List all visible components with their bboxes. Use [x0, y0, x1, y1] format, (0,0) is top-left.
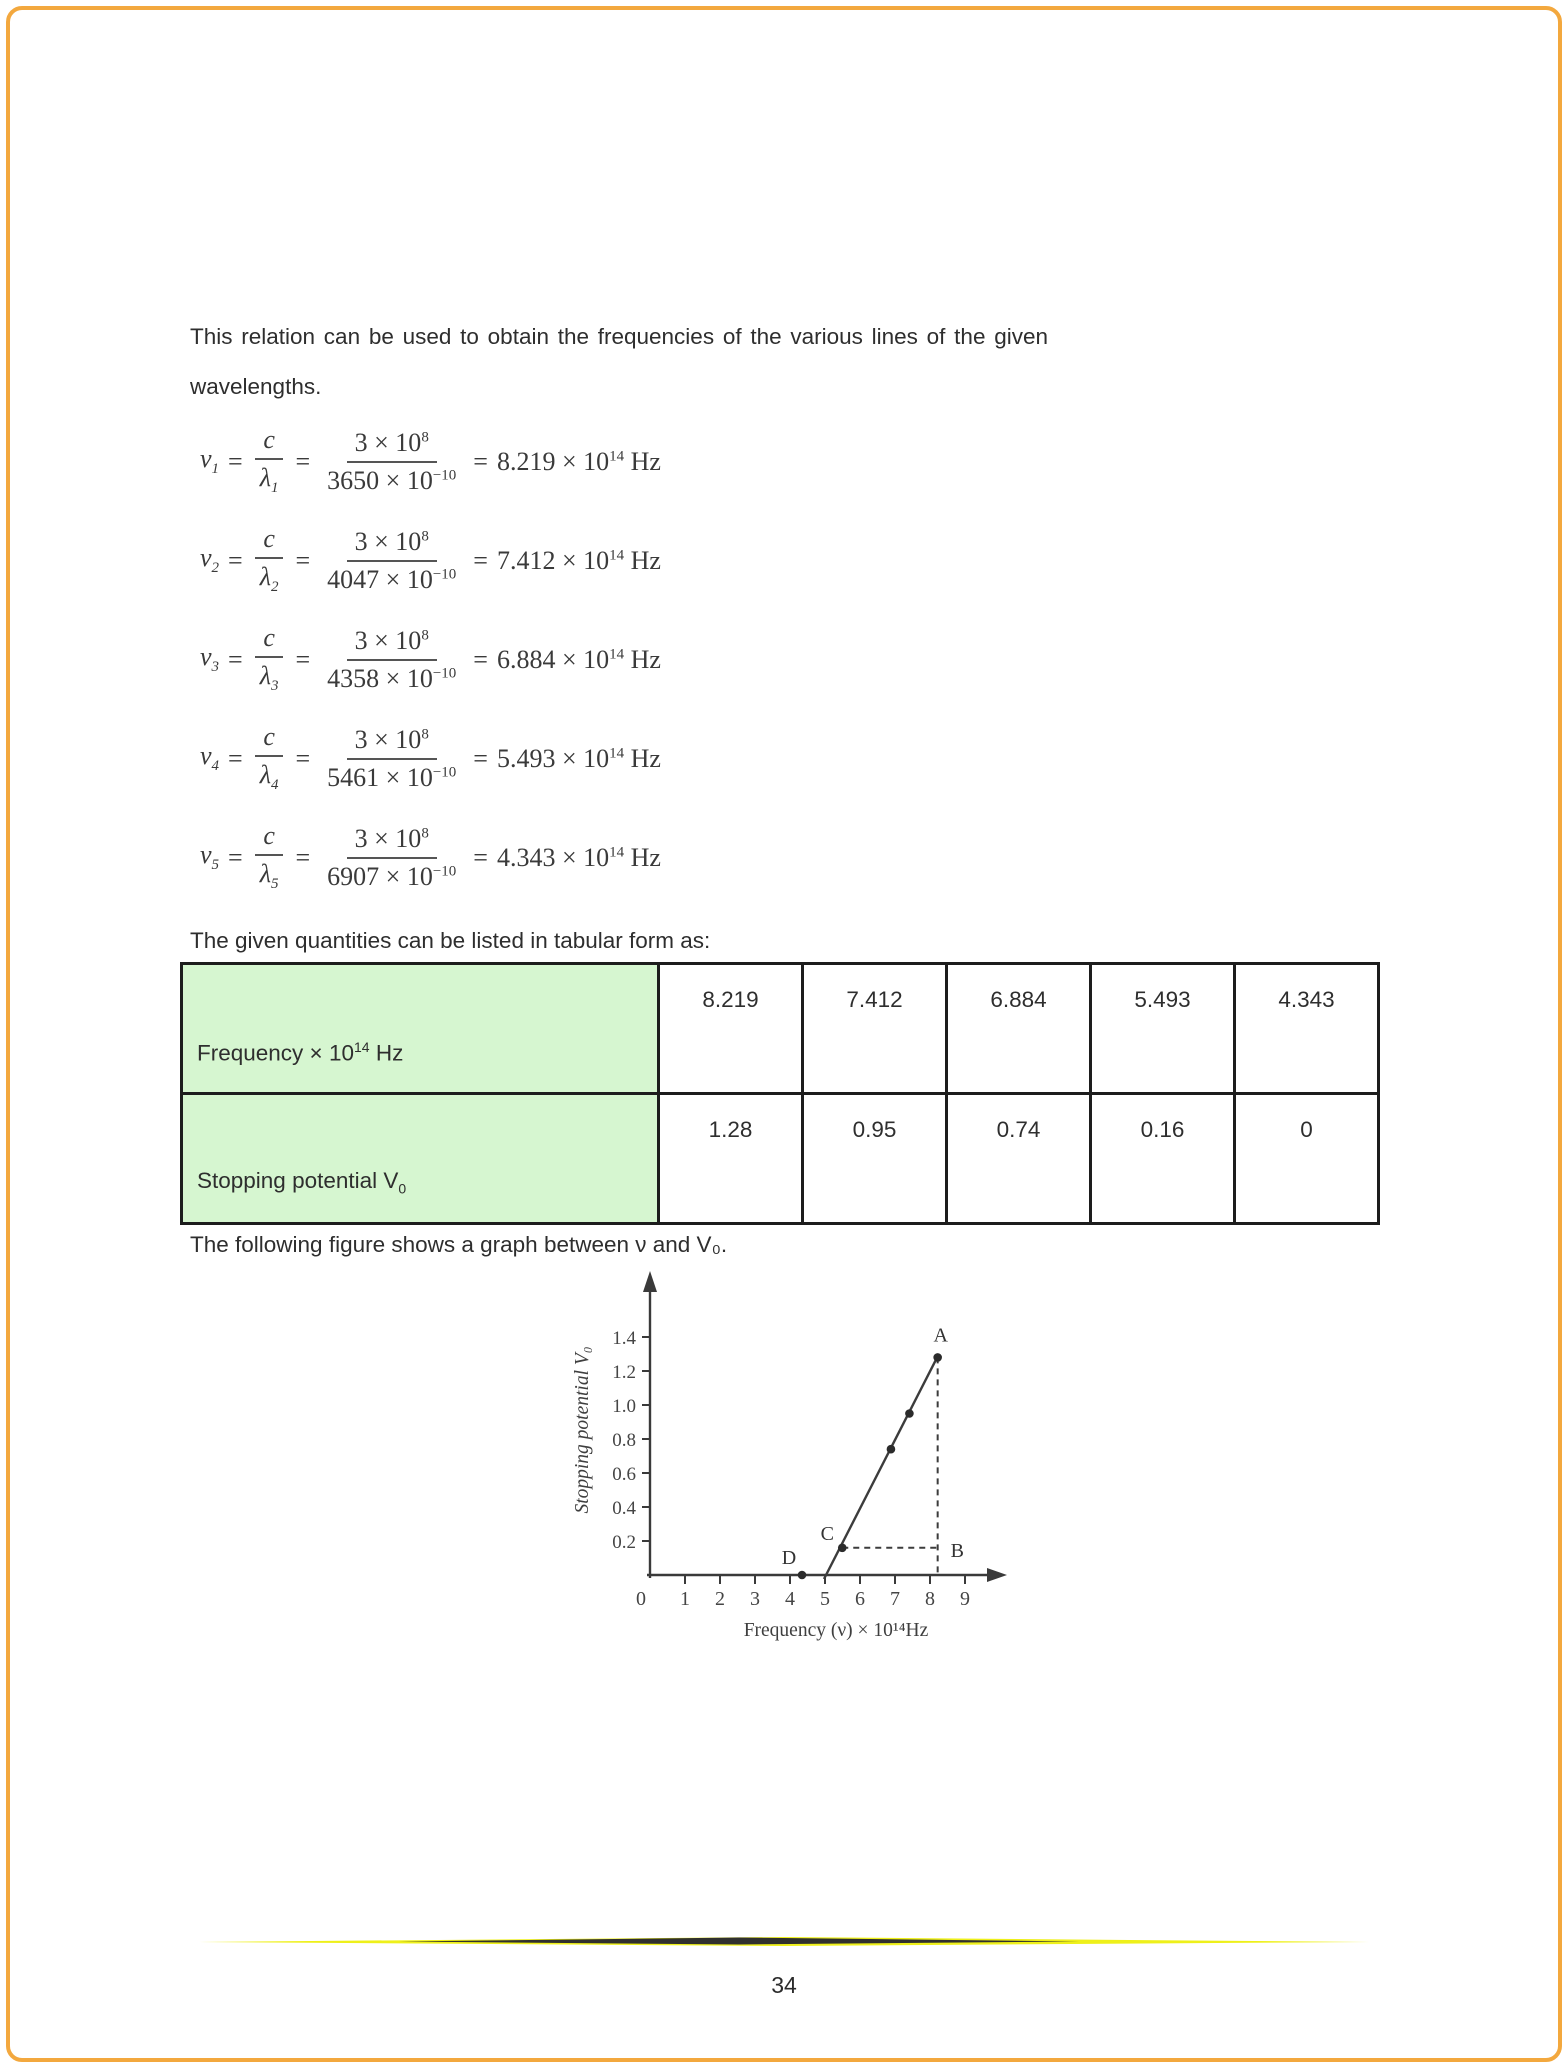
- data-point: [838, 1544, 847, 1553]
- fraction-numerator: $3 \times 10^8$: [347, 824, 437, 859]
- lambda-subscript: 5: [270, 876, 279, 893]
- row-header-cell: Frequency × $10^{14}$ Hz: [182, 964, 659, 1094]
- page-number: 34: [771, 1972, 797, 1998]
- x-axis-arrowhead: [987, 1568, 1007, 1582]
- y-axis-arrowhead: [643, 1271, 657, 1292]
- stopping-potential-vs-frequency-graph: [540, 1262, 1100, 1662]
- lambda-subscript: 2: [270, 579, 279, 596]
- table-cell: 0.74: [947, 1094, 1091, 1224]
- denominator-exponent: −10: [432, 862, 457, 879]
- x-tick-label: 7: [890, 1588, 900, 1610]
- equation-row-1: [200, 412, 661, 511]
- c-over-lambda-fraction: [252, 821, 287, 893]
- c-over-lambda-fraction: [252, 623, 287, 695]
- result-exponent: 14: [609, 744, 625, 761]
- y-tick-label: 0.8: [612, 1430, 636, 1451]
- equation-row-3: [200, 610, 661, 709]
- fraction-denominator: $4358 \times 10^{-10}$: [327, 663, 457, 693]
- denominator-exponent: −10: [432, 664, 457, 681]
- numeric-fraction: [319, 725, 464, 793]
- fraction-numerator: c: [255, 821, 283, 856]
- fraction-numerator: c: [255, 524, 283, 559]
- fraction-denominator: $3650 \times 10^{-10}$: [327, 465, 457, 495]
- result-exponent: 14: [609, 546, 625, 563]
- x-tick-label: 3: [750, 1588, 760, 1610]
- table-cell: 7.412: [803, 964, 947, 1094]
- fraction-denominator: $\lambda_3$: [259, 661, 279, 695]
- nu-subscript: 3: [211, 659, 220, 676]
- lambda-subscript: 1: [270, 480, 279, 497]
- table-row: [182, 964, 1379, 1094]
- nu-subscript: 2: [211, 560, 220, 577]
- data-point: [798, 1571, 807, 1580]
- table-row: [182, 1094, 1379, 1224]
- nu-symbol: $\nu_2$: [200, 543, 220, 577]
- point-label-B: B: [950, 1539, 965, 1562]
- y-tick-label: 0.2: [612, 1532, 636, 1553]
- c-over-lambda-fraction: [252, 425, 287, 497]
- y-tick-label: 0.4: [612, 1498, 636, 1519]
- fraction-denominator: $\lambda_4$: [259, 760, 279, 794]
- table-cell: 1.28: [659, 1094, 803, 1224]
- data-point: [905, 1409, 914, 1418]
- equals-sign: =: [295, 644, 311, 674]
- equals-sign: =: [228, 545, 243, 575]
- paragraph-line: This relation can be used to obtain the frequencies of the various lines of the given: [190, 324, 1048, 349]
- nu-symbol: $\nu_4$: [200, 741, 220, 775]
- x-tick-label: 1: [680, 1588, 690, 1610]
- numeric-fraction: [319, 428, 464, 496]
- nu-subscript: 1: [211, 461, 220, 478]
- denominator-exponent: −10: [432, 466, 457, 483]
- table-cell: 8.219: [659, 964, 803, 1094]
- equals-sign: =: [473, 743, 488, 773]
- paragraph-line: wavelengths.: [190, 374, 322, 399]
- equation-row-5: [200, 808, 661, 907]
- equals-sign: =: [473, 446, 488, 476]
- c-over-lambda-fraction: [252, 722, 287, 794]
- fraction-numerator: $3 \times 10^8$: [347, 428, 437, 463]
- equals-sign: =: [228, 446, 243, 476]
- lambda-subscript: 3: [270, 678, 279, 695]
- nu-symbol: $\nu_3$: [200, 642, 220, 676]
- equation-result: $7.412 \times 10^{14}$ Hz: [496, 545, 661, 575]
- x-tick-label: 4: [785, 1588, 795, 1610]
- x-axis-label: Frequency (ν) × 10¹⁴Hz: [743, 1620, 929, 1641]
- denominator-exponent: −10: [432, 565, 457, 582]
- result-exponent: 14: [609, 447, 625, 464]
- y-tick-label: 1.4: [612, 1328, 636, 1349]
- equation-result: $4.343 \times 10^{14}$ Hz: [496, 842, 661, 872]
- frequency-potential-table: [180, 962, 1380, 1225]
- footer-separator: [199, 1934, 1369, 1948]
- header-superscript: 14: [353, 1038, 370, 1055]
- y-tick-label: 0.6: [612, 1464, 636, 1485]
- x-tick-label: 9: [960, 1588, 970, 1610]
- intro-paragraph: [190, 312, 1048, 412]
- table-cell: 0.95: [803, 1094, 947, 1224]
- equals-sign: =: [473, 842, 488, 872]
- equals-sign: =: [473, 545, 488, 575]
- c-over-lambda-fraction: [252, 524, 287, 596]
- fraction-numerator: $3 \times 10^8$: [347, 527, 437, 562]
- denominator-exponent: −10: [432, 763, 457, 780]
- equals-sign: =: [473, 644, 488, 674]
- fraction-denominator: $\lambda_1$: [259, 463, 279, 497]
- table-cell: 5.493: [1091, 964, 1235, 1094]
- x-tick-label: 2: [715, 1588, 725, 1610]
- table-cell: 6.884: [947, 964, 1091, 1094]
- table-cell: 4.343: [1235, 964, 1379, 1094]
- nu-symbol: $\nu_1$: [200, 444, 220, 478]
- numerator-exponent: 8: [421, 626, 429, 643]
- equation-row-2: [200, 511, 661, 610]
- lambda-subscript: 4: [270, 777, 279, 794]
- row-header-cell: Stopping potential $V_0$: [182, 1094, 659, 1224]
- equals-sign: =: [295, 545, 311, 575]
- equation-block: [200, 412, 661, 907]
- equals-sign: =: [295, 743, 311, 773]
- table-intro-text: The given quantities can be listed in tabular form as:: [190, 928, 711, 953]
- x-tick-label: 0: [636, 1588, 646, 1610]
- equation-result: $8.219 \times 10^{14}$ Hz: [496, 446, 661, 476]
- equation-result: $6.884 \times 10^{14}$ Hz: [496, 644, 661, 674]
- numerator-exponent: 8: [421, 527, 429, 544]
- fraction-numerator: c: [255, 722, 283, 757]
- point-label-A: A: [933, 1324, 948, 1347]
- fraction-denominator: $\lambda_2$: [259, 562, 279, 596]
- numerator-exponent: 8: [421, 824, 429, 841]
- nu-subscript: 5: [211, 857, 220, 874]
- fraction-numerator: $3 \times 10^8$: [347, 626, 437, 661]
- result-exponent: 14: [609, 645, 625, 662]
- equals-sign: =: [228, 743, 243, 773]
- data-point: [933, 1353, 942, 1362]
- result-exponent: 14: [609, 843, 625, 860]
- nu-symbol: $\nu_5$: [200, 840, 220, 874]
- numeric-fraction: [319, 626, 464, 694]
- equals-sign: =: [295, 842, 311, 872]
- y-tick-label: 1.2: [612, 1362, 636, 1383]
- fraction-denominator: $4047 \times 10^{-10}$: [327, 564, 457, 594]
- equation-row-4: [200, 709, 661, 808]
- header-subscript: 0: [398, 1180, 407, 1196]
- x-tick-label: 5: [820, 1588, 830, 1610]
- fraction-numerator: c: [255, 623, 283, 658]
- numeric-fraction: [319, 824, 464, 892]
- y-tick-label: 1.0: [612, 1396, 636, 1417]
- equals-sign: =: [228, 842, 243, 872]
- point-label-C: C: [820, 1522, 834, 1545]
- data-point: [887, 1445, 896, 1454]
- table-cell: 0.16: [1091, 1094, 1235, 1224]
- x-tick-label: 8: [925, 1588, 935, 1610]
- fraction-numerator: c: [255, 425, 283, 460]
- fraction-denominator: $5461 \times 10^{-10}$: [327, 762, 457, 792]
- table-cell: 0: [1235, 1094, 1379, 1224]
- fraction-denominator: $6907 \times 10^{-10}$: [327, 861, 457, 891]
- numeric-fraction: [319, 527, 464, 595]
- point-label-D: D: [781, 1547, 797, 1569]
- x-tick-label: 6: [855, 1588, 865, 1610]
- equals-sign: =: [228, 644, 243, 674]
- fraction-denominator: $\lambda_5$: [259, 859, 279, 893]
- numerator-exponent: 8: [421, 725, 429, 742]
- numerator-exponent: 8: [421, 428, 429, 445]
- y-axis-label: Stopping potential V₀: [572, 1346, 593, 1514]
- nu-subscript: 4: [211, 758, 220, 775]
- equals-sign: =: [295, 446, 311, 476]
- equation-result: $5.493 \times 10^{14}$ Hz: [496, 743, 661, 773]
- figure-caption: The following figure shows a graph between ν and V₀.: [190, 1232, 728, 1257]
- fraction-numerator: $3 \times 10^8$: [347, 725, 437, 760]
